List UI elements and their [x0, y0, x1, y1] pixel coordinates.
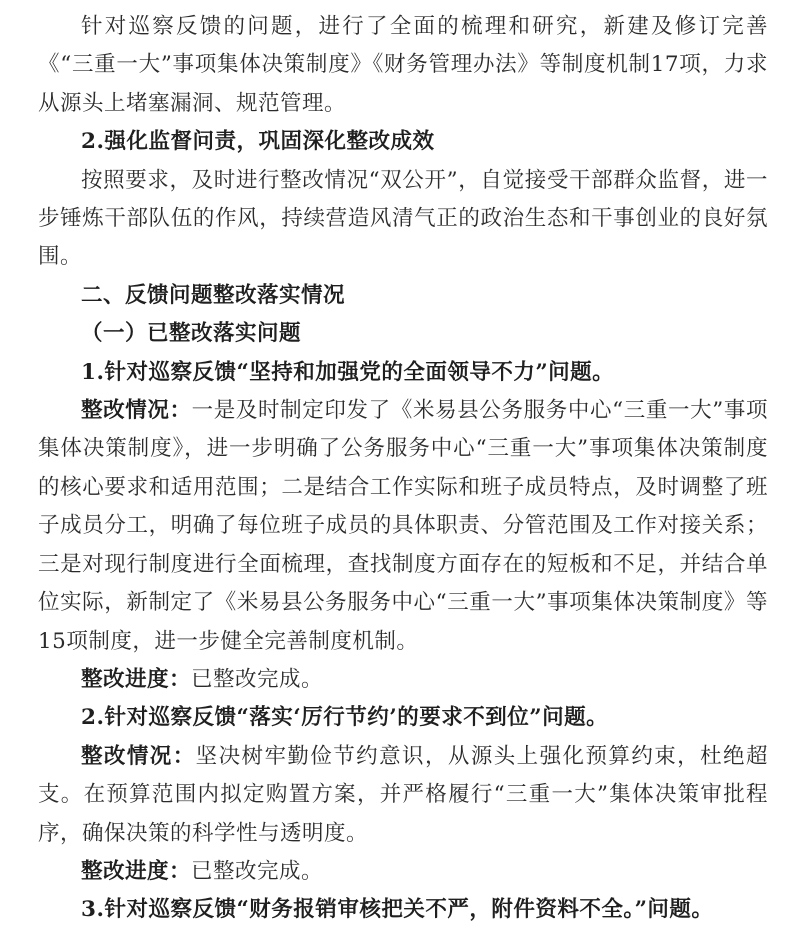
situation-label: 整改情况：: [81, 398, 192, 424]
item-1-progress: [38, 661, 768, 699]
item-1-situation: [38, 392, 768, 661]
subsection-heading-completed-issues: （一）已整改落实问题: [81, 321, 302, 347]
situation-text: 一是及时制定印发了《米易县公务服务中心“三重一大”事项集体决策制度》，进一步明确了公务服务中心“三重一大”事项集体决策制度的核心要求和适用范围；二是结合工作实际和班子成员特点，及时调整了班子成员分工，明确了每位班子成员的具体职责、分管范围及工作对接关系；三是对现行制度进行全面梳理，查找制度方面存在的短板和不足，并结合单位实际，新制定了《米易县公务服务中心“三重一大”事项集体决策制度》等15项制度，进一步健全完善制度机制。: [38, 398, 768, 654]
progress-text: 已整改完成。: [191, 858, 324, 884]
situation-text: 坚决树牢勤俭节约意识，从源头上强化预算约束，杜绝超支。在预算范围内拟定购置方案，并严格履行“三重一大”集体决策审批程序，确保决策的科学性与透明度。: [38, 743, 768, 846]
paragraph-institution-building: 针对巡察反馈的问题，进行了全面的梳理和研究，新建及修订完善《“三重一大”事项集体决策制度》《财务管理办法》等制度机制17项，力求从源头上堵塞漏洞、规范管理。: [38, 14, 768, 116]
section-heading-rectification-status: 二、反馈问题整改落实情况: [81, 282, 346, 308]
progress-text: 已整改完成。: [191, 666, 324, 692]
heading-supervision-accountability: 2.强化监督问责，巩固深化整改成效: [81, 129, 435, 155]
item-1-title: 1.针对巡察反馈“坚持和加强党的全面领导不力”问题。: [81, 359, 615, 385]
progress-label: 整改进度：: [81, 858, 192, 884]
item-3-title: 3.针对巡察反馈“财务报销审核把关不严，附件资料不全。”问题。: [81, 897, 714, 923]
document-page: [38, 8, 768, 930]
progress-label: 整改进度：: [81, 666, 192, 692]
paragraph-dual-disclosure: 按照要求，及时进行整改情况“双公开”，自觉接受干部群众监督，进一步锤炼干部队伍的作风，持续营造风清气正的政治生态和干事创业的良好氛围。: [38, 167, 768, 270]
item-2-title: 2.针对巡察反馈“落实‘厉行节约’的要求不到位”问题。: [81, 705, 609, 731]
item-2-situation: [38, 738, 768, 853]
situation-label: 整改情况：: [81, 743, 196, 769]
item-2-progress: [38, 853, 768, 891]
